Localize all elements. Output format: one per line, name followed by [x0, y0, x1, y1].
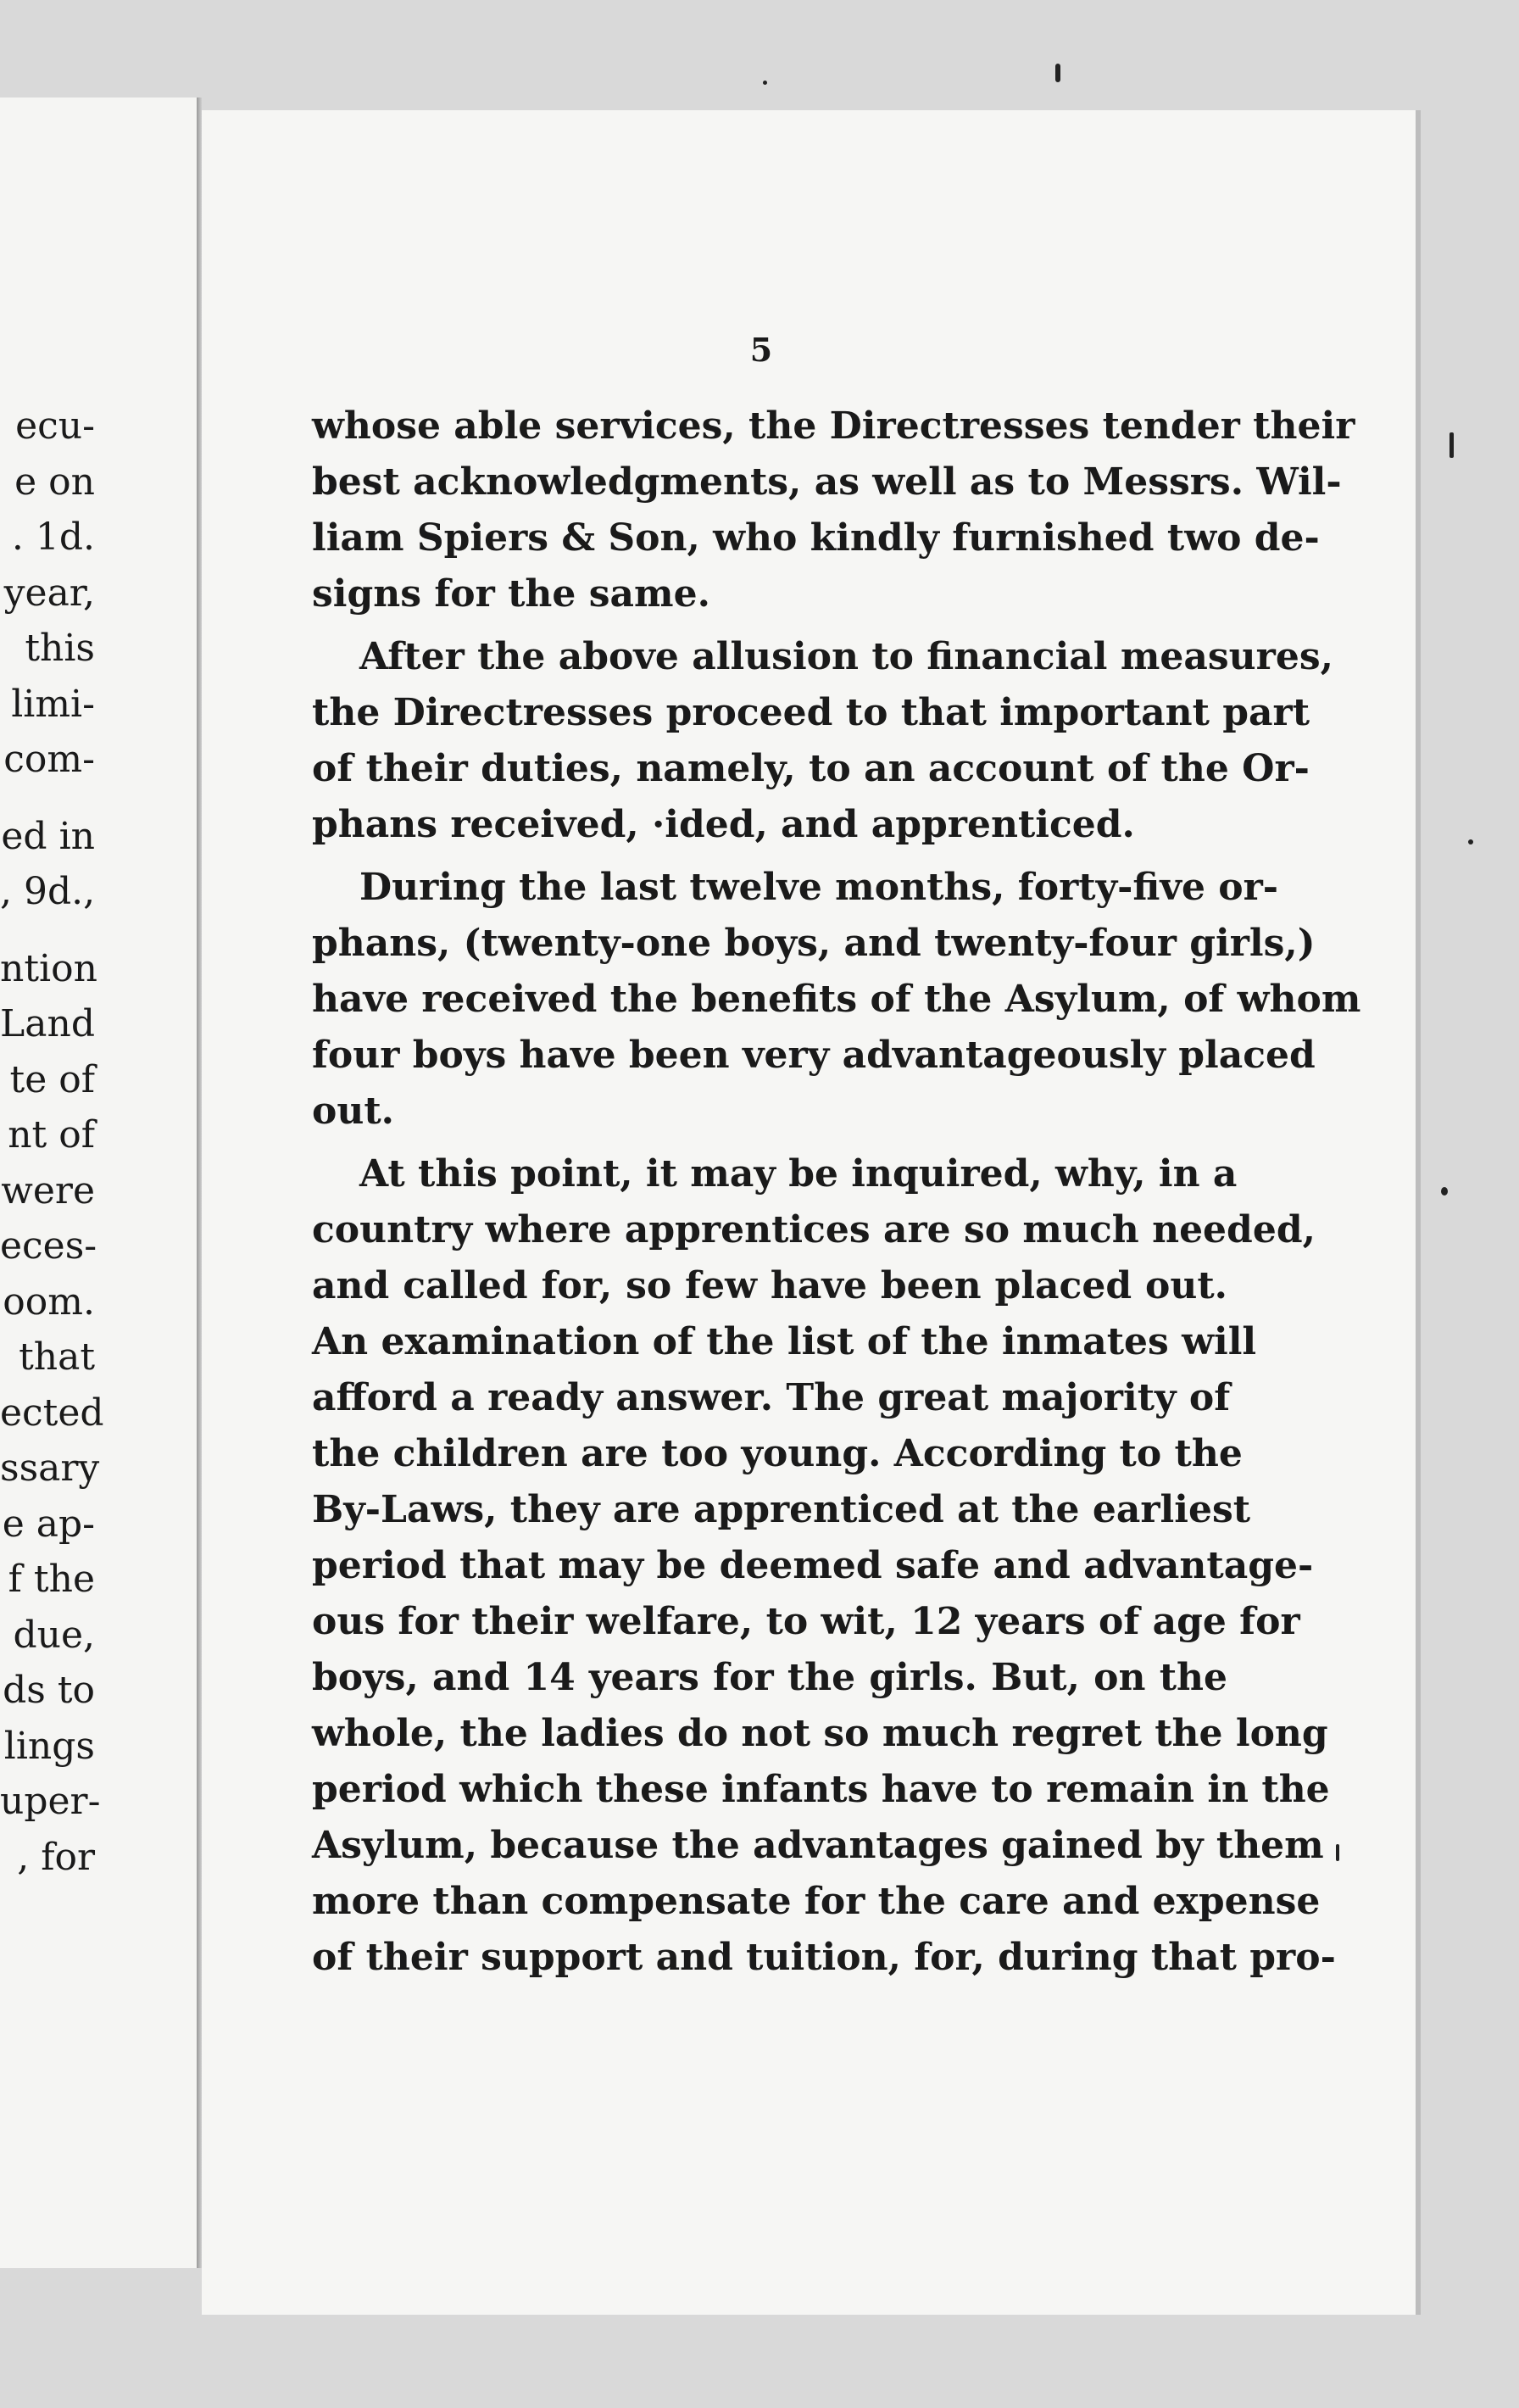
- dust-speck: [1468, 839, 1473, 844]
- text-line: whole, the ladies do not so much regret the long: [312, 1712, 1328, 1755]
- dust-speck: [1055, 64, 1060, 82]
- text-line: During the last twelve months, forty-five or-: [359, 866, 1279, 909]
- text-line: of their support and tuition, for, during that pro-: [312, 1936, 1336, 1979]
- text-line: At this point, it may be inquired, why, in a: [359, 1152, 1238, 1196]
- fragment-line: eces-: [0, 1224, 97, 1268]
- fragment-line: lings: [3, 1724, 95, 1768]
- fragment-line: Land: [0, 1002, 95, 1045]
- fragment-line: com-: [3, 738, 95, 781]
- fragment-line: f the: [8, 1558, 95, 1601]
- text-line: signs for the same.: [312, 572, 710, 616]
- current-page: [202, 110, 1416, 2315]
- text-line: whose able services, the Directresses tender their: [312, 404, 1355, 448]
- dust-speck: [1449, 432, 1454, 458]
- page-number: 5: [749, 331, 773, 369]
- fragment-line: due,: [13, 1613, 95, 1657]
- text-line: out.: [312, 1090, 394, 1133]
- text-line: afford a ready answer. The great majority of: [312, 1376, 1231, 1419]
- fragment-line: that: [19, 1335, 95, 1379]
- text-line: Asylum, because the advantages gained by them: [312, 1824, 1324, 1867]
- text-line: four boys have been very advantageously placed: [312, 1034, 1316, 1077]
- text-line: An examination of the list of the inmates will: [312, 1320, 1257, 1363]
- fragment-line: e on: [14, 460, 95, 504]
- previous-page-text-fragments: [0, 399, 104, 1885]
- fragment-line: nt of: [8, 1113, 95, 1157]
- fragment-line: ed in: [1, 814, 95, 858]
- dust-speck: [1441, 1187, 1448, 1196]
- fragment-line: uper-: [0, 1780, 101, 1823]
- text-line: best acknowledgments, as well as to Messrs. Wil-: [312, 460, 1342, 504]
- text-line: and called for, so few have been placed out.: [312, 1264, 1227, 1307]
- fragment-line: te of: [9, 1057, 95, 1101]
- text-line: have received the benefits of the Asylum, of whom: [312, 978, 1361, 1021]
- paragraph: [312, 399, 1355, 622]
- page-body: [312, 399, 1361, 1986]
- fragment-line: , for: [17, 1835, 95, 1879]
- fragment-line: limi-: [11, 682, 95, 726]
- fragment-line: ntion: [0, 946, 97, 990]
- fragment-line: this: [25, 627, 95, 670]
- paragraph: [312, 629, 1333, 853]
- fragment-line: ssary: [0, 1446, 100, 1490]
- text-line: phans received, ·ided, and apprenticed.: [312, 803, 1135, 846]
- dust-speck: [1336, 1844, 1339, 1861]
- text-line: By-Laws, they are apprenticed at the earliest: [312, 1488, 1251, 1531]
- fragment-line: oom.: [3, 1279, 95, 1324]
- text-line: ous for their welfare, to wit, 12 years of age for: [312, 1600, 1300, 1643]
- text-line: the children are too young. According to the: [312, 1432, 1243, 1475]
- fragment-line: . 1d.: [11, 516, 95, 559]
- text-line: country where apprentices are so much needed,: [312, 1208, 1316, 1251]
- fragment-line: ds to: [3, 1669, 95, 1712]
- fragment-gap: [0, 788, 95, 809]
- fragment-line: e ap-: [2, 1502, 95, 1546]
- dust-speck: [763, 81, 767, 85]
- text-line: of their duties, namely, to an account of the Or-: [312, 747, 1310, 790]
- text-line: period which these infants have to remain in the: [312, 1768, 1330, 1811]
- text-line: liam Spiers & Son, who kindly furnished two de-: [312, 516, 1320, 560]
- text-line: period that may be deemed safe and advantage-: [312, 1544, 1314, 1587]
- previous-page-edge: [0, 98, 197, 2268]
- fragment-gap: [0, 920, 95, 941]
- fragment-line: , 9d.,: [0, 870, 96, 913]
- fragment-line: ecu-: [15, 404, 95, 448]
- fragment-line: ected: [0, 1391, 104, 1435]
- paragraph: [312, 860, 1361, 1140]
- text-line: the Directresses proceed to that important part: [312, 691, 1310, 734]
- paragraph: [312, 1146, 1336, 1986]
- text-line: boys, and 14 years for the girls. But, on the: [312, 1656, 1227, 1699]
- text-line: phans, (twenty-one boys, and twenty-four girls,): [312, 922, 1316, 965]
- fragment-line: year,: [3, 571, 95, 615]
- text-line: After the above allusion to financial measures,: [359, 635, 1333, 678]
- fragment-line: were: [1, 1168, 95, 1212]
- text-line: more than compensate for the care and expense: [312, 1880, 1321, 1923]
